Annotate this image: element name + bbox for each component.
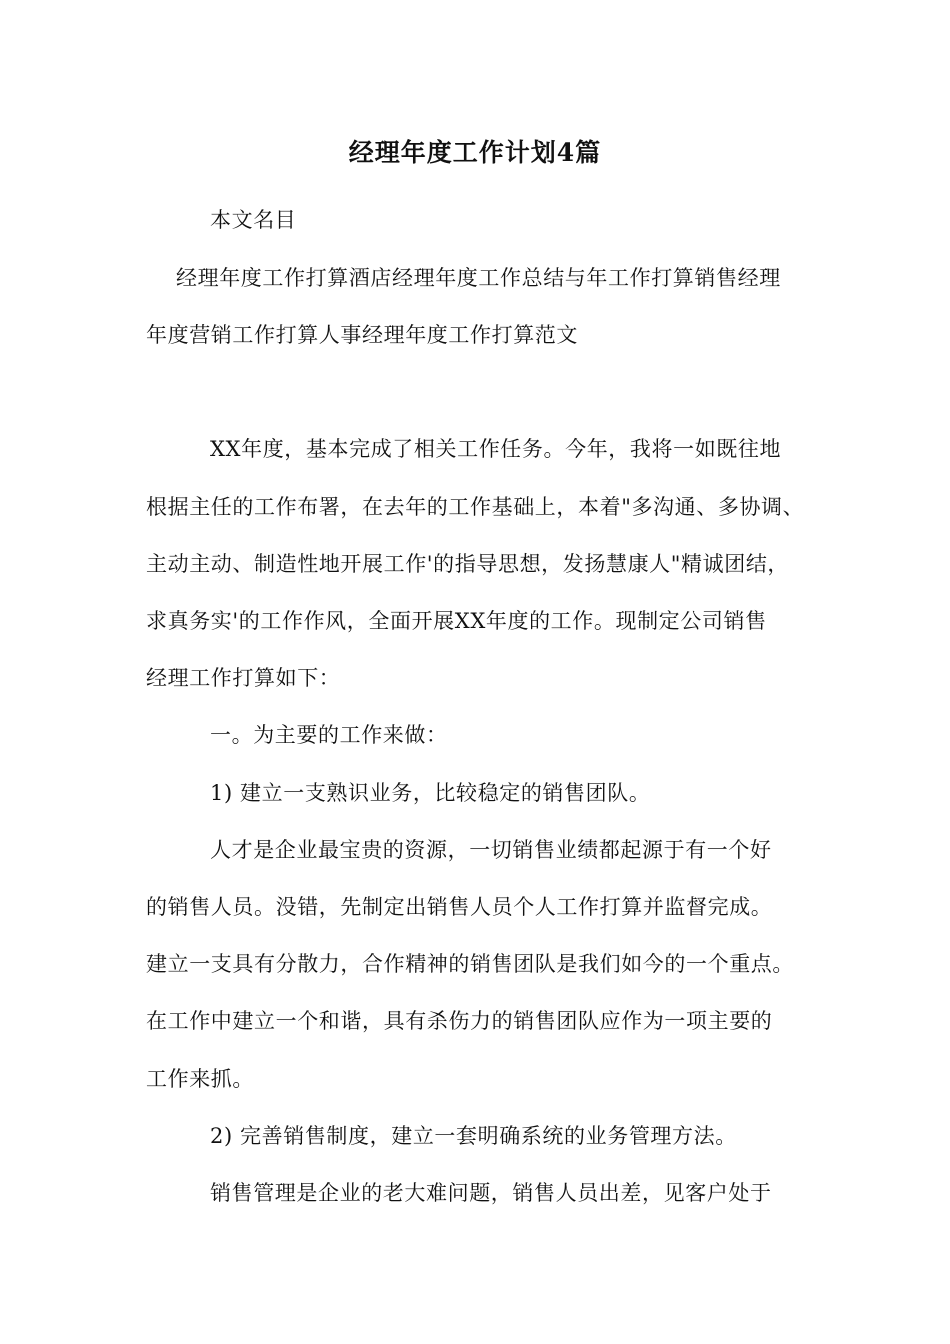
body-line: 工作来抓。 xyxy=(146,1067,254,1091)
toc-line: 经理年度工作打算酒店经理年度工作总结与年工作打算销售经理 xyxy=(176,266,781,290)
body-line: 根据主任的工作布署，在去年的工作基础上，本着"多沟通、多协调、 xyxy=(146,495,805,519)
body-line: 人才是企业最宝贵的资源，一切销售业绩都起源于有一个好 xyxy=(210,838,772,862)
body-line: 销售管理是企业的老大难问题，销售人员出差，见客户处于 xyxy=(210,1181,772,1205)
document-title: 经理年度工作计划4篇 xyxy=(348,138,602,167)
body-line: 在工作中建立一个和谐，具有杀伤力的销售团队应作为一项主要的 xyxy=(146,1009,773,1033)
body-line: 主动主动、制造性地开展工作'的指导思想，发扬慧康人"精诚团结， xyxy=(146,552,790,576)
body-line: 求真务实'的工作作风，全面开展XX年度的工作。现制定公司销售 xyxy=(146,609,767,633)
toc-line: 年度营销工作打算人事经理年度工作打算范文 xyxy=(146,323,578,347)
body-line: 经理工作打算如下： xyxy=(146,666,341,690)
body-line: 的销售人员。没错，先制定出销售人员个人工作打算并监督完成。 xyxy=(146,895,773,919)
list-item: 1) 建立一支熟识业务，比较稳定的销售团队。 xyxy=(210,781,651,805)
body-line: XX年度，基本完成了相关工作任务。今年，我将一如既往地 xyxy=(210,437,782,461)
list-item: 2) 完善销售制度，建立一套明确系统的业务管理方法。 xyxy=(210,1124,737,1148)
section-heading: 一。为主要的工作来做： xyxy=(210,723,448,747)
toc-heading: 本文名目 xyxy=(210,208,297,232)
body-line: 建立一支具有分散力，合作精神的销售团队是我们如今的一个重点。 xyxy=(146,952,794,976)
